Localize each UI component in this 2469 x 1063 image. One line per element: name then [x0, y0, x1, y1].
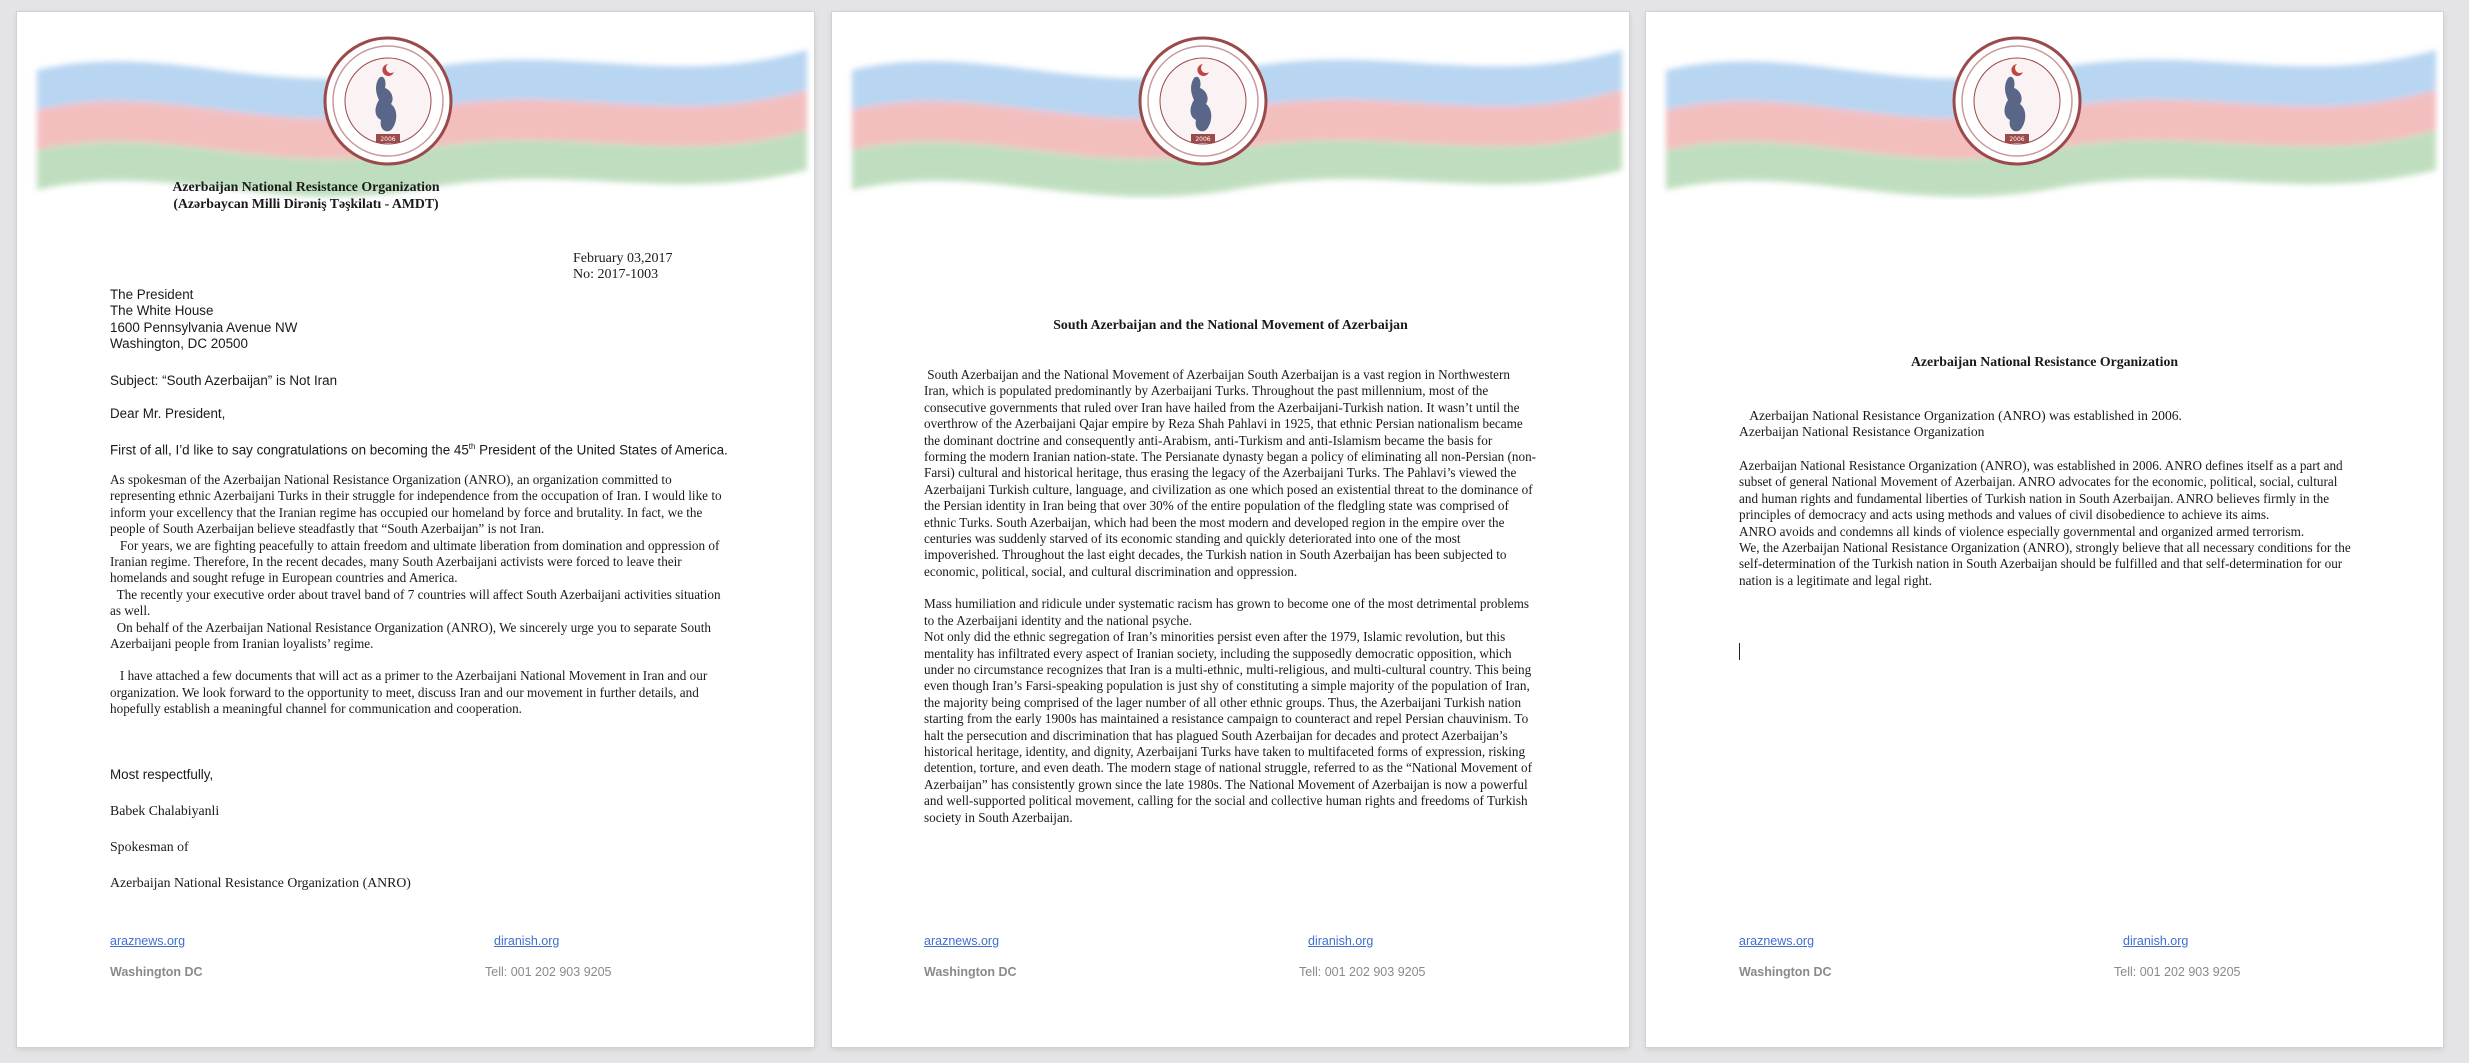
org-name: Azerbaijan National Resistance Organization [172, 179, 440, 194]
org-name-local: (Azərbaycan Milli Dirəniş Təşkilatı - AMDT) [173, 196, 439, 211]
letter-para-5: On behalf of the Azerbaijan National Resistance Organization (ANRO), We sincerely urge you to separate South Azerbaijani people from Iranian loyalists’ regime. [110, 619, 714, 652]
letter-para-2: As spokesman of the Azerbaijan National Resistance Organization (ANRO), an organization committed to representing ethnic Azerbaijani Turks in their struggle for independence from the occupation of Iran. I would like to inform your excellency that the Iranian regime has occupied our homeland by force and brutality. In fact, we the people of South Azerbaijan believe steadfastly that “South Azerbaijan” is not Iran. [110, 472, 722, 537]
footer-city: Washington DC [1739, 965, 1832, 979]
footer-city: Washington DC [110, 965, 203, 979]
para1-text-end: President of the United States of America. [475, 442, 728, 458]
diranish-link[interactable]: diranish.org [494, 934, 560, 948]
document-page-1[interactable] [17, 12, 814, 1047]
diranish-link[interactable]: diranish.org [2123, 934, 2189, 948]
organization-seal [321, 34, 455, 168]
letter-para-3: For years, we are fighting peacefully to attain freedom and ultimate liberation from domination and oppression of Iranian regime. Therefore, In the recent decades, many South Azerbaijani activists were forced to leave their homelands and sought refuge in European countries and America. [110, 537, 723, 586]
page2-para-3: Not only did the ethnic segregation of Iran’s minorities persist even after the 1979, Islamic revolution, but this mentality has infiltrated every aspect of Iranian society, including the supposedly democratic opposition, which under no circumstance recognizes that Iran is a multi-ethnic, multi-religious, and multi-cultural country. This being even though Iran’s Farsi-speaking population is just shy of constituting a simple majority of the population of Iran, the majority being comprised of the lager number of all other ethnic groups. Thus, the Azerbaijani Turkish nation starting from the early 1900s has maintained a resistance campaign to counteract and repel Persian chauvinism. To halt the persecution and discrimination that has plagued South Azerbaijan for decades and protect Azerbaijan’s historical heritage, identity, and dignity, Azerbaijani Turks have taken to multifaceted forms of expression, risking detention, torture, and even death. The modern stage of national struggle, referred to as the “National Movement of Azerbaijan” has consistently grown since the late 1980s. The National Movement of Azerbaijan is now a powerful and well-supported political movement, calling for the social and collective human rights and freedoms of Turkish society in South Azerbaijan. [924, 629, 1533, 825]
letter-subject: Subject: “South Azerbaijan” is Not Iran [110, 373, 338, 388]
svg-text:2006: 2006 [380, 136, 396, 143]
page2-body [924, 367, 1537, 826]
letter-date-block [573, 251, 773, 284]
letter-closing: Most respectfully, [110, 767, 214, 782]
footer-telephone: Tell: 001 202 903 9205 [485, 965, 612, 979]
page2-para-1: South Azerbaijan and the National Movement of Azerbaijan South Azerbaijan is a vast region in Northwestern Iran, which is populated predominantly by Azerbaijani Turks. Throughout the past millennium, most of the consecutive governments that ruled over Iran have hailed from the Azerbaijani-Turkish nation. It wasn’t until the overthrow of the Azerbaijani Qajar empire by Reza Shah Pahlavi in 1925, that ethnic Persian nationalism became the dominant doctrine and consequently anti-Arabism, anti-Turkism and anti-Islamism became the basis for forming the modern Iranian nation-state. The Persianate dynasty began a policy of eliminating all non-Persian (non-Farsi) cultural and historical heritage, thus erasing the legacy of the Azerbaijani Turks. The Pahlavi’s viewed the Azerbaijani Turkish culture, language, and civilization as one which posed an existential threat to the dominance of the Persian identity in Iran being that over 30% of the entire population of the fledgling state was comprised of ethnic Turks. South Azerbaijan, which had been the most modern and developed region in the empire over the centuries was suddenly starved of its economic standing and quickly deteriorated into one of the most impoverished. Throughout the last eight decades, the Turkish nation in South Azerbaijan has been subjected to economic, political, social, and cultural discrimination and oppression. [924, 367, 1537, 579]
araznews-link[interactable]: araznews.org [110, 934, 186, 948]
document-page-3[interactable] [1646, 12, 2443, 1047]
address-line: Washington, DC 20500 [110, 336, 248, 352]
letter-salutation: Dear Mr. President, [110, 406, 226, 421]
letter-para-6: I have attached a few documents that will act as a primer to the Azerbaijani National Movement in Iran and our organization. We look forward to the opportunity to meet, discuss Iran and our movement in further details, and hopefully establish a meaningful channel for communication and cooperation. [110, 668, 711, 717]
letter-para-1 [110, 439, 730, 459]
page3-line-1: Azerbaijan National Resistance Organization (ANRO) was established in 2006. [1739, 408, 2182, 423]
page2-title: South Azerbaijan and the National Movement of Azerbaijan [1053, 317, 1408, 332]
address-line: 1600 Pennsylvania Avenue NW [110, 319, 298, 335]
footer-city: Washington DC [924, 965, 1017, 979]
araznews-link[interactable]: araznews.org [1739, 934, 1815, 948]
page3-title: Azerbaijan National Resistance Organization [1910, 354, 2179, 369]
organization-seal [1136, 34, 1270, 168]
page2-para-2: Mass humiliation and ridicule under systematic racism has grown to become one of the most detrimental problems to the Azerbaijani identity and the national psyche. [924, 596, 1530, 628]
document-page-2[interactable] [832, 12, 1629, 1047]
diranish-link[interactable]: diranish.org [1308, 934, 1374, 948]
page3-para-3: We, the Azerbaijan National Resistance Organization (ANRO), strongly believe that all necessary conditions for the self-determination of the Turkish nation in South Azerbaijan should be fulfilled and that self-determination for our nation is a legitimate and legal right. [1739, 540, 2351, 588]
araznews-link[interactable]: araznews.org [924, 934, 1000, 948]
letter-body [110, 472, 730, 718]
text-cursor [1739, 643, 1740, 660]
svg-text:2006: 2006 [1195, 136, 1211, 143]
letter-para-4: The recently your executive order about travel band of 7 countries will affect South Azerbaijani activities situation as well. [110, 586, 724, 619]
page3-para-1: Azerbaijan National Resistance Organization (ANRO), was established in 2006. ANRO defines itself as a part and subset of general National Movement of Azerbaijan. ANRO advocates for the economic, political, social, cultural and human rights and fundamental liberties of Turkish nation in South Azerbaijan. ANRO believes firmly in the principles of democracy and acts using methods and values of civil disobedience to achieve its aims. [1739, 458, 2343, 523]
letter-number: No: 2017-1003 [573, 267, 659, 283]
para1-superscript: th [468, 442, 476, 451]
letter-date: February 03,2017 [573, 251, 673, 266]
footer-telephone: Tell: 001 202 903 9205 [1299, 965, 1426, 979]
signer-title: Spokesman of [110, 839, 189, 854]
footer-telephone: Tell: 001 202 903 9205 [2114, 965, 2241, 979]
page3-line-2: Azerbaijan National Resistance Organization [1739, 424, 1985, 440]
address-line: The President [110, 287, 194, 302]
svg-text:2006: 2006 [2009, 136, 2025, 143]
signer-name: Babek Chalabiyanli [110, 803, 220, 818]
signer-organization: Azerbaijan National Resistance Organization (ANRO) [110, 875, 411, 890]
organization-seal [1950, 34, 2084, 168]
page3-intro [1739, 408, 2359, 441]
letterhead-title [156, 178, 456, 212]
address-line: The White House [110, 303, 214, 319]
page3-body [1739, 458, 2359, 589]
page3-para-2: ANRO avoids and condemns all kinds of violence especially governmental and organized armed terrorism. [1739, 523, 2305, 539]
recipient-address [110, 287, 510, 353]
para1-text: First of all, I’d like to say congratulations on becoming the 45 [110, 442, 469, 458]
